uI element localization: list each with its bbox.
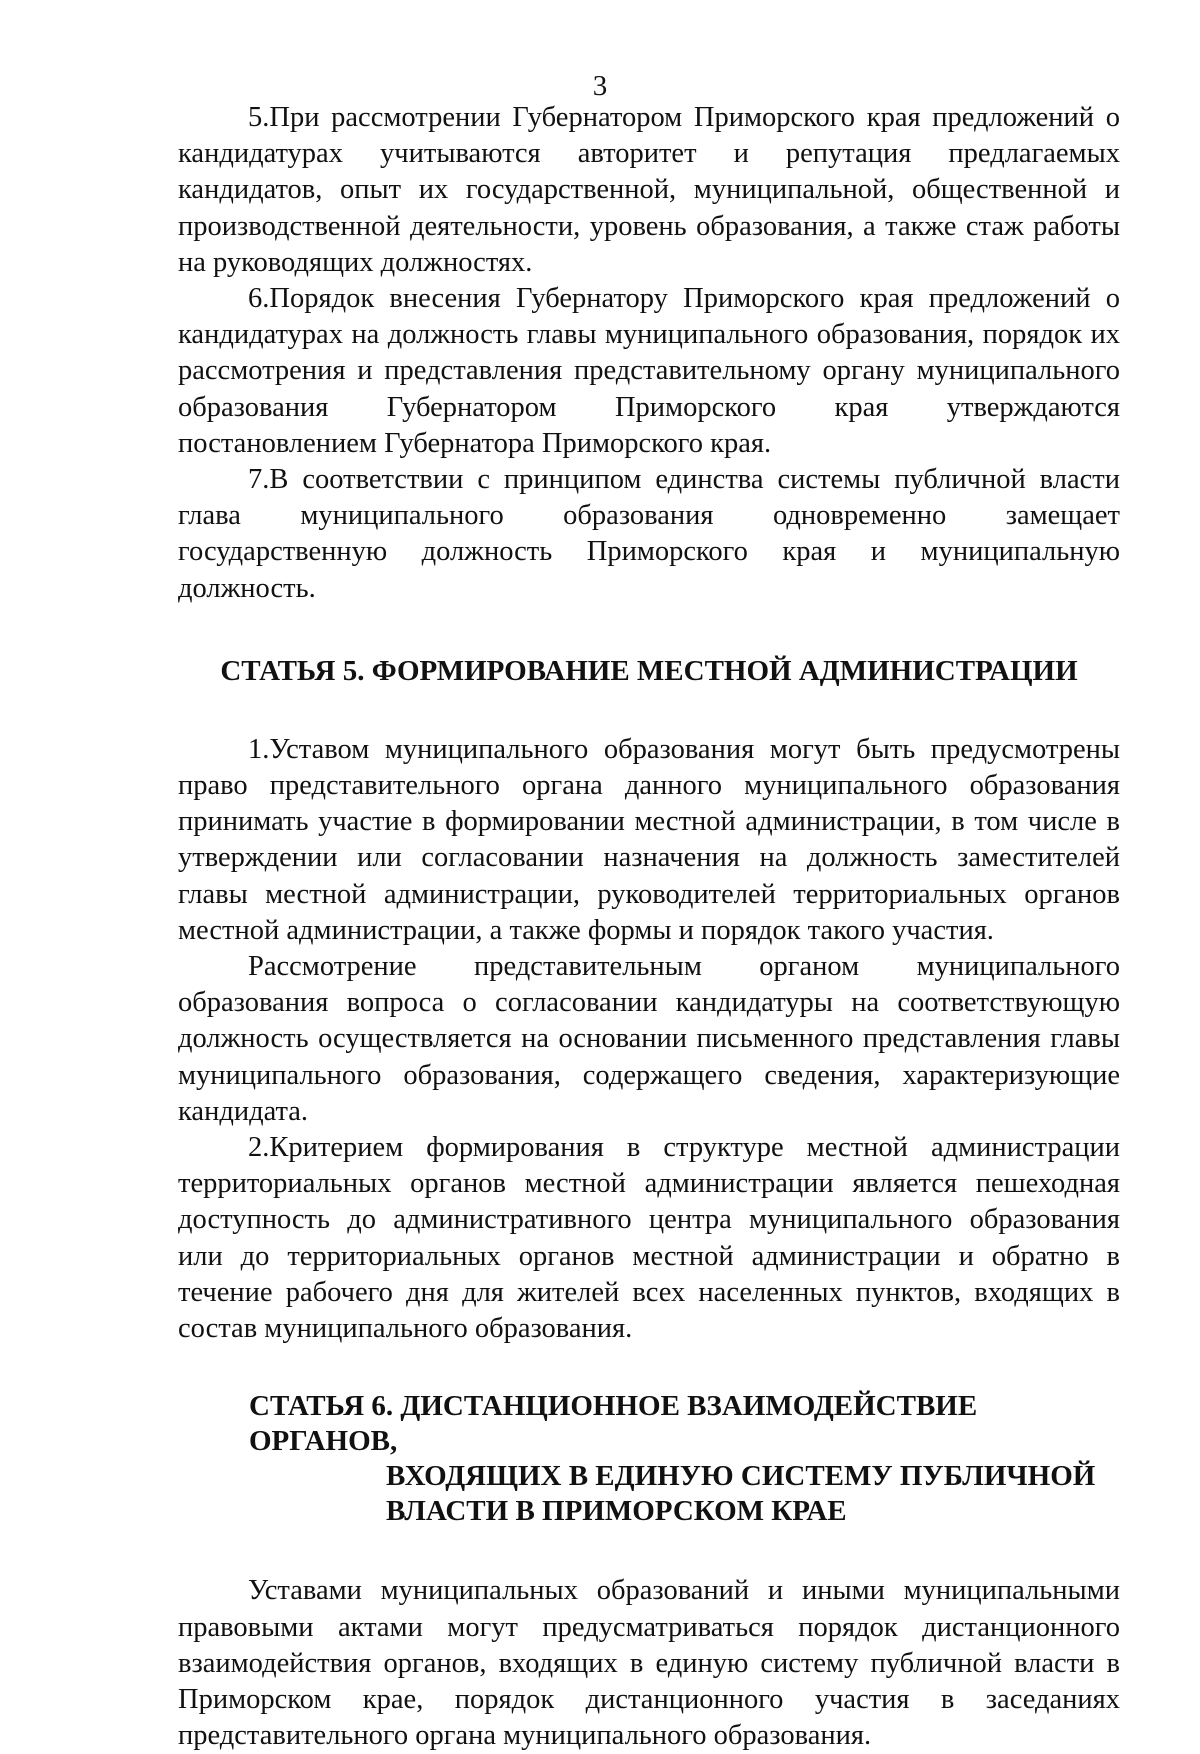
article6-heading-line-2: ВХОДЯЩИХ В ЕДИНУЮ СИСТЕМУ ПУБЛИЧНОЙ [386, 1460, 1096, 1493]
document-body [178, 100, 1120, 1754]
article5-paragraph-2: 2.Критерием формирования в структуре местной администрации территориальных органов местной администрации является пешеходная доступность до административного центра муниципального образования или до территориальных органов местной администрации и обратно в течение рабочего дня для жителей всех населенных пунктов, входящих в состав муниципального образования. [178, 1132, 1120, 1345]
article5-paragraph-consideration: Рассмотрение представительным органом муниципального образования вопроса о согласовании кандидатуры на соответствующую должность осуществляется на основании письменного представления главы муниципального образования, содержащего сведения, характеризующие кандидата. [178, 951, 1120, 1127]
article6-heading-line-1: СТАТЬЯ 6. ДИСТАНЦИОННОЕ ВЗАИМОДЕЙСТВИЕ ОРГАНОВ, [249, 1390, 978, 1458]
article5-heading: СТАТЬЯ 5. ФОРМИРОВАНИЕ МЕСТНОЙ АДМИНИСТРАЦИИ [220, 654, 1078, 687]
article4-paragraph-6: 6.Порядок внесения Губернатору Приморского края предложений о кандидатурах на должность главы муниципального образования, порядок их рассмотрения и представления представительному органу муниципального образования Губернатором Приморского края утверждаются постановлением Губернатора Приморского края. [178, 283, 1120, 459]
article5-paragraph-1: 1.Уставом муниципального образования могут быть предусмотрены право представительного органа данного муниципального образования принимать участие в формировании местной администрации, в том числе в утверждении или согласовании назначения на должность заместителей главы местной администрации, руководителей территориальных органов местной администрации, а также формы и порядок такого участия. [178, 733, 1120, 946]
article4-paragraph-5: 5.При рассмотрении Губернатором Приморского края предложений о кандидатурах учитываются авторитет и репутация предлагаемых кандидатов, опыт их государственной, муниципальной, общественной и производственной деятельности, уровень образования, а также стаж работы на руководящих должностях. [178, 102, 1120, 278]
article4-paragraph-7: 7.В соответствии с принципом единства системы публичной власти глава муниципального образования одновременно замещает государственную должность Приморского края и муниципальную должность. [178, 464, 1120, 604]
article6-paragraph: Уставами муниципальных образований и иными муниципальными правовыми актами могут предусматриваться порядок дистанционного взаимодействия органов, входящих в единую систему публичной власти в Приморском крае, порядок дистанционного участия в заседаниях представительного органа муниципального образования. [178, 1575, 1120, 1752]
article6-heading-line-3: ВЛАСТИ В ПРИМОРСКОМ КРАЕ [386, 1495, 847, 1528]
page-number: 3 [592, 70, 608, 102]
article6-heading [178, 1389, 1120, 1529]
